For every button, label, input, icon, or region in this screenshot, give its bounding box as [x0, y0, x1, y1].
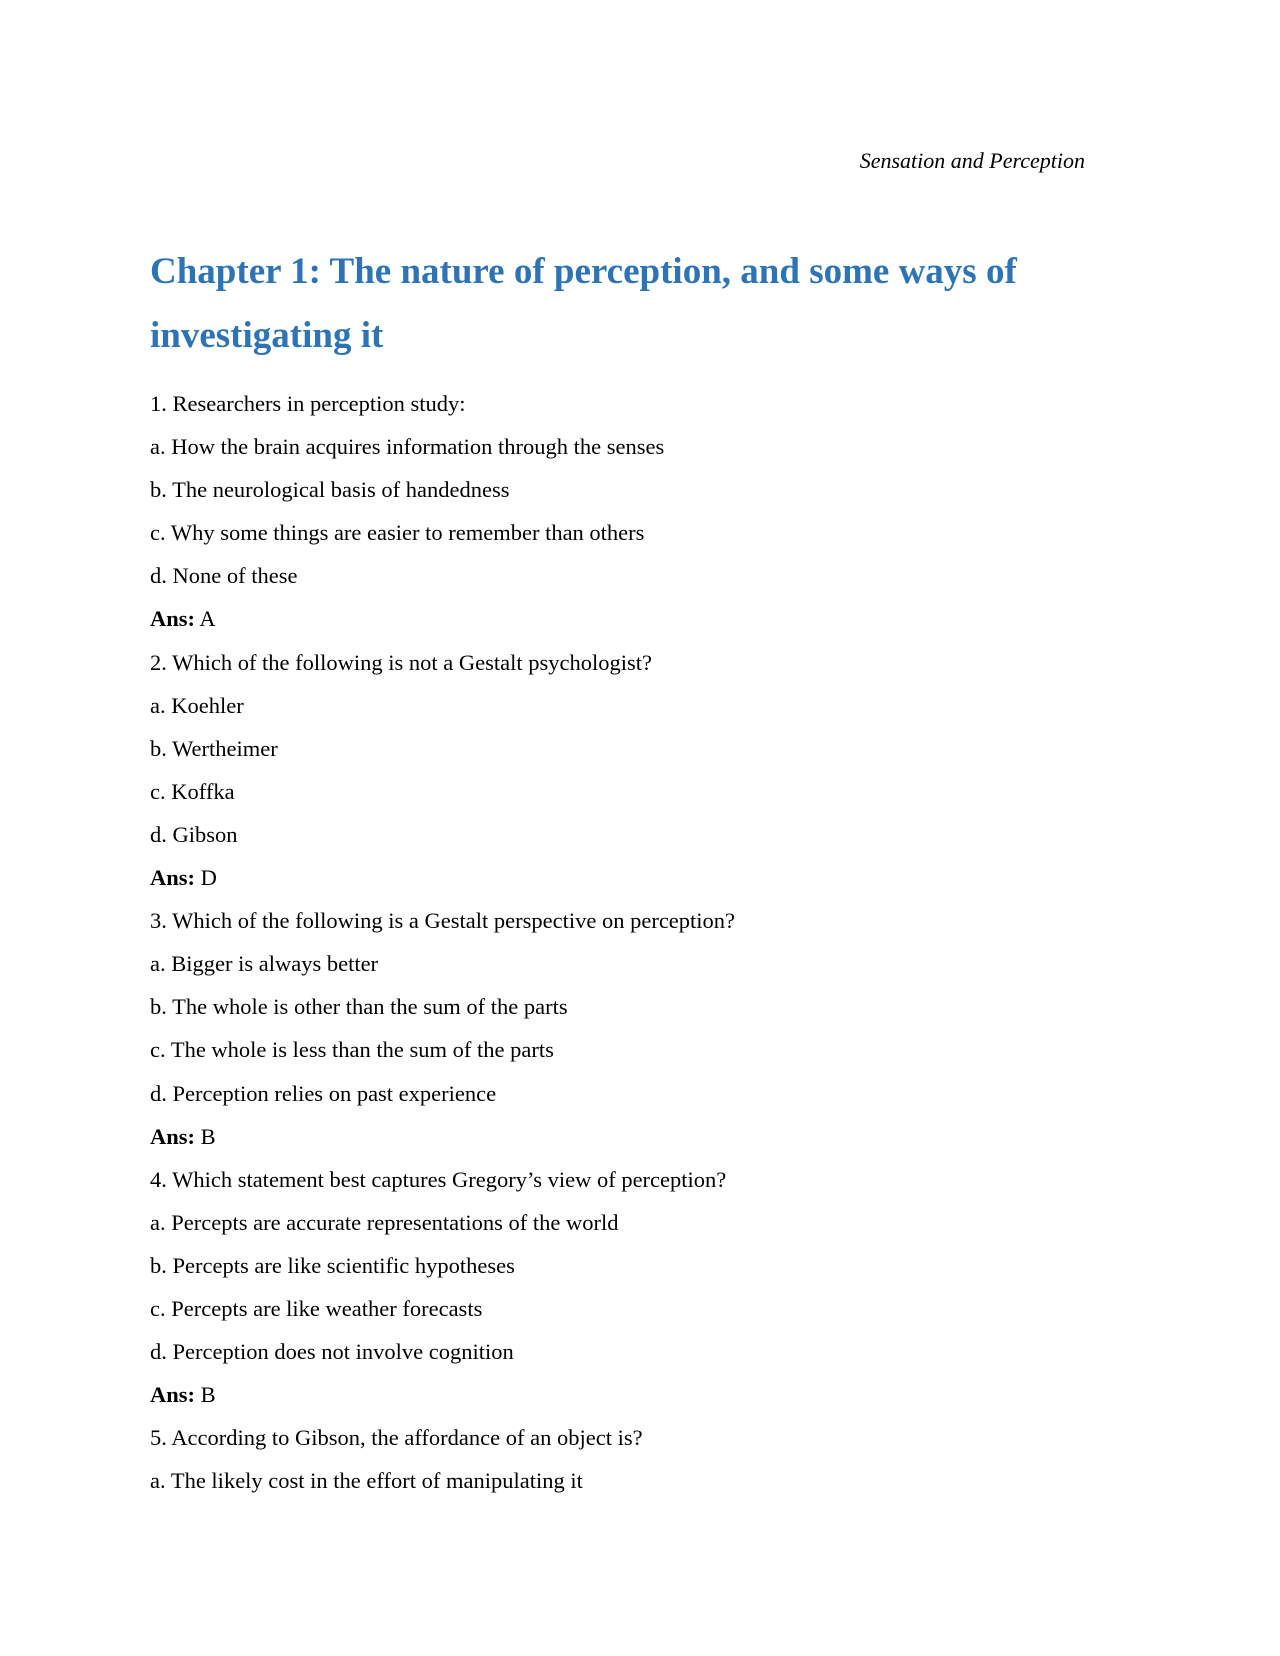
answer-value: D	[200, 865, 217, 891]
option-a: a. Percepts are accurate representations of the world	[150, 1209, 619, 1235]
answer-line	[150, 856, 1100, 899]
question-text: 4. Which statement best captures Gregory’s view of perception?	[150, 1166, 727, 1192]
answer-label: Ans:	[150, 865, 196, 891]
question-text: 1. Researchers in perception study:	[150, 391, 466, 416]
option-a: a. Bigger is always better	[150, 951, 379, 977]
question-block-5	[150, 1416, 1100, 1502]
option-b: b. Percepts are like scientific hypotheses	[150, 1252, 515, 1278]
option-b: b. The neurological basis of handedness	[150, 477, 510, 503]
answer-label: Ans:	[150, 606, 196, 632]
option-d: d. Perception does not involve cognition	[150, 1339, 514, 1365]
option-a: a. Koehler	[150, 692, 244, 718]
option-c: c. The whole is less than the sum of the parts	[150, 1037, 554, 1063]
question-text: 2. Which of the following is not a Gestalt psychologist?	[150, 649, 653, 675]
answer-value: A	[199, 606, 216, 632]
question-text: 5. According to Gibson, the affordance of an object is?	[150, 1425, 643, 1451]
question-text: 3. Which of the following is a Gestalt perspective on perception?	[150, 908, 736, 934]
answer-line	[150, 1373, 1100, 1416]
option-a: a. How the brain acquires information through the senses	[150, 434, 665, 460]
answer-line	[150, 597, 1100, 640]
option-b: b. Wertheimer	[150, 735, 278, 761]
answer-value: B	[200, 1123, 216, 1149]
question-block-1	[150, 382, 1100, 641]
option-c: c. Why some things are easier to remember than others	[150, 520, 645, 546]
question-block-2	[150, 641, 1100, 900]
answer-label: Ans:	[150, 1123, 196, 1149]
option-b: b. The whole is other than the sum of the parts	[150, 994, 568, 1020]
chapter-title: Chapter 1: The nature of perception, and some ways of investigating it	[150, 251, 1017, 356]
option-d: d. Perception relies on past experience	[150, 1080, 497, 1106]
question-list	[150, 382, 1100, 1502]
option-a: a. The likely cost in the effort of manipulating it	[150, 1468, 583, 1494]
option-c: c. Percepts are like weather forecasts	[150, 1295, 483, 1321]
answer-line	[150, 1115, 1100, 1158]
answer-value: B	[200, 1382, 216, 1408]
option-d: d. Gibson	[150, 821, 238, 847]
option-c: c. Koffka	[150, 778, 235, 804]
option-d: d. None of these	[150, 563, 298, 589]
running-header: Sensation and Perception	[859, 148, 1085, 173]
question-block-3	[150, 899, 1100, 1158]
answer-label: Ans:	[150, 1382, 196, 1408]
question-block-4	[150, 1158, 1100, 1417]
